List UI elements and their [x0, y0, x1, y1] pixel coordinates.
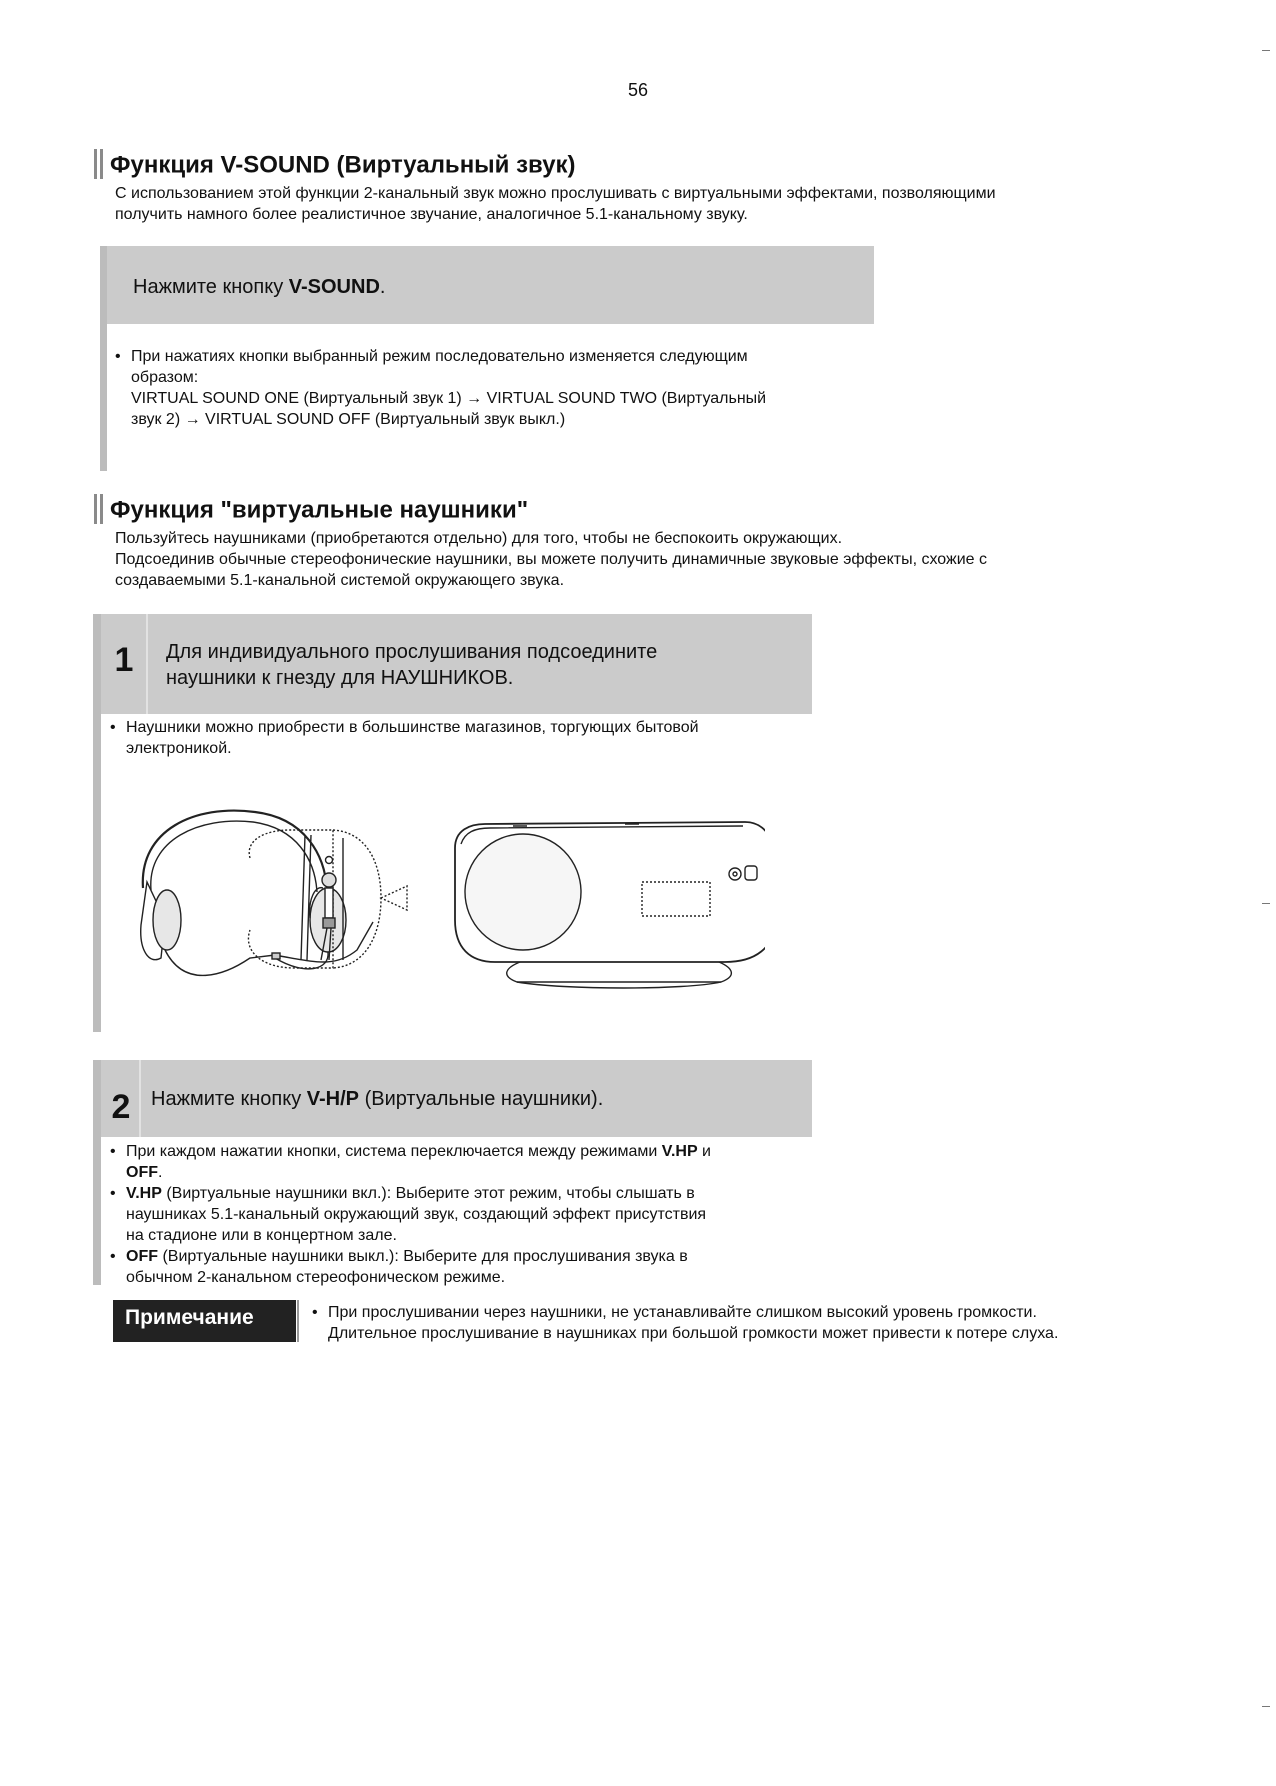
instruction-text: [133, 274, 385, 300]
step-text-line: Для индивидуального прослушивания подсоедините: [166, 641, 658, 663]
section-title-vsound: [94, 151, 576, 181]
vhp-button-name: V-H/P: [306, 1088, 360, 1110]
bullet-line: [126, 1162, 828, 1183]
bullet-line: VIRTUAL SOUND ONE (Виртуальный звук 1) → VIRTUAL SOUND TWO (Виртуальный: [131, 390, 767, 407]
bullet-bold: OFF: [126, 1248, 158, 1265]
step-text: [151, 1086, 603, 1112]
bullet-line: наушниках 5.1-канальный окружающий звук, создающий эффект присутствия: [126, 1206, 707, 1223]
margin-tick: [1262, 1706, 1270, 1707]
list-item: [113, 346, 873, 430]
title-bars-icon: [94, 494, 106, 524]
bullet-bold: V.HP: [661, 1143, 698, 1160]
note-line: • При прослушивании через наушники, не устанавливайте слишком высокий уровень громкости.: [328, 1304, 1037, 1321]
intro-line: Подсоединив обычные стереофонические наушники, вы можете получить динамичные звуковые эффекты, схожие с: [115, 551, 987, 568]
vsound-button-name: V-SOUND: [288, 276, 380, 298]
intro-line: получить намного более реалистичное звучание, аналогичное 5.1-канальному звуку.: [115, 206, 748, 223]
note-text: [310, 1302, 1210, 1344]
margin-tick: [1262, 50, 1270, 51]
bullet-text: При каждом нажатии кнопки, система переключается между режимами: [126, 1143, 662, 1160]
step-side-bar: [100, 246, 107, 471]
section-intro-headphones: [115, 528, 1215, 591]
step-number: 2: [111, 1088, 131, 1126]
bullet-text: и: [697, 1143, 711, 1160]
step-text: [166, 639, 786, 691]
step-divider: [146, 614, 148, 714]
note-divider: [297, 1300, 299, 1342]
cable-splitter: [272, 953, 280, 959]
bullet-line: [126, 1246, 828, 1267]
bullet-list-step2: [108, 1141, 828, 1288]
step-1-box: [101, 614, 812, 714]
bullet-line: • При нажатиях кнопки выбранный режим последовательно изменяется следующим: [131, 348, 748, 365]
bullet-line: образом:: [131, 369, 199, 386]
margin-tick: [1262, 903, 1270, 904]
list-item: [108, 1246, 828, 1288]
step-2-box: [101, 1060, 812, 1137]
step-side-bar: [93, 614, 101, 1032]
headphones-connection-illustration: [125, 800, 765, 1010]
instruction-suffix: .: [379, 276, 386, 298]
step-number: 1: [114, 641, 134, 679]
list-item: [310, 1302, 1210, 1344]
bullet-line: на стадионе или в концертном зале.: [126, 1227, 397, 1244]
step-text-line: наушники к гнезду для НАУШНИКОВ.: [166, 667, 514, 689]
instruction-box-vsound: [107, 246, 874, 324]
step-text-suffix: (Виртуальные наушники).: [359, 1088, 604, 1110]
headphones-icon: [141, 811, 346, 976]
bullet-bold: V.HP: [126, 1185, 162, 1202]
intro-line: С использованием этой функции 2-канальный звук можно прослушивать с виртуальными эффектами, позволяющими: [115, 185, 996, 202]
section-intro-vsound: [115, 183, 1215, 225]
bullet-line: звук 2) → VIRTUAL SOUND OFF (Виртуальный звук выкл.): [131, 411, 566, 428]
bullet-line: электроникой.: [126, 740, 232, 757]
intro-line: создаваемыми 5.1-канальной системой окружающего звука.: [115, 572, 565, 589]
bullet-line: обычном 2-канальном стереофоническом режиме.: [126, 1269, 506, 1286]
bullet-text: (Виртуальные наушники выкл.): Выберите для прослушивания звука в: [158, 1248, 688, 1265]
step-divider: [139, 1060, 141, 1137]
step-side-bar: [93, 1060, 101, 1285]
section-title-text: Функция "виртуальные наушники": [110, 496, 529, 524]
bullet-text: .: [158, 1164, 163, 1181]
list-item: [108, 1141, 828, 1183]
section-title-text: Функция V-SOUND (Виртуальный звук): [110, 151, 576, 179]
list-item: [108, 1183, 828, 1246]
audio-unit-icon: [455, 822, 765, 988]
step-text-prefix: Нажмите кнопку: [151, 1088, 307, 1110]
intro-line: Пользуйтесь наушниками (приобретаются отдельно) для того, чтобы не беспокоить окружающих.: [115, 530, 843, 547]
note-line: Длительное прослушивание в наушниках при большой громкости может привести к потере слуха.: [328, 1325, 1059, 1342]
bullet-list-vsound: [113, 346, 873, 430]
instruction-prefix: Нажмите кнопку: [133, 276, 289, 298]
title-bars-icon: [94, 149, 106, 179]
bullet-line: • Наушники можно приобрести в большинстве магазинов, торгующих бытовой: [126, 719, 699, 736]
note-label: Примечание: [113, 1300, 296, 1342]
section-title-headphones: [94, 496, 528, 526]
bullet-line: [126, 1183, 828, 1204]
bullet-bold: OFF: [126, 1164, 158, 1181]
page-number: 56: [627, 80, 649, 100]
bullet-line: [126, 1141, 828, 1162]
bullet-text: (Виртуальные наушники вкл.): Выберите этот режим, чтобы слышать в: [161, 1185, 695, 1202]
bullet-list-step1: [108, 717, 808, 759]
list-item: [108, 717, 808, 759]
